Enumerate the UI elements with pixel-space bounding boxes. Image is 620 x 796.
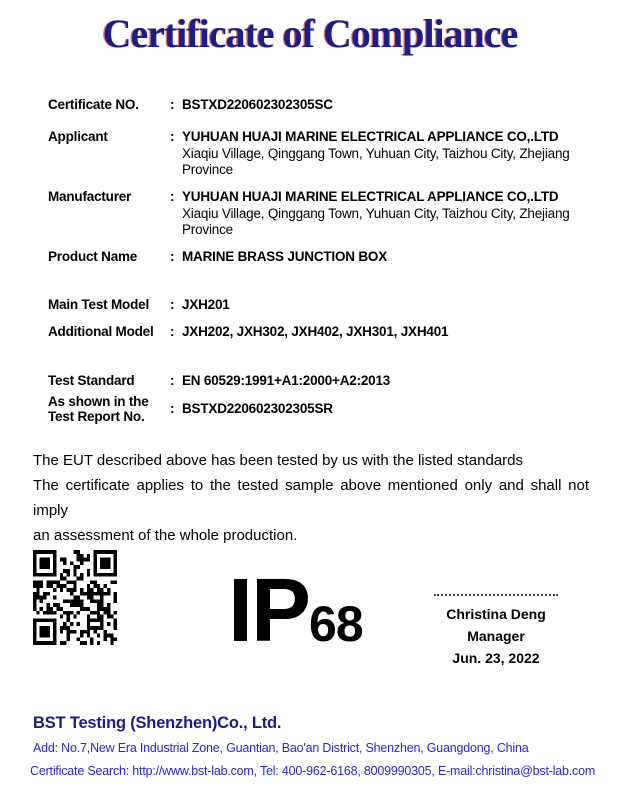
- field-label: As shown in the Test Report No.: [48, 394, 149, 424]
- website-link[interactable]: http://www.bst-lab.com: [132, 764, 254, 778]
- page-title: Certificate of Compliance: [102, 11, 518, 56]
- statement-line: The EUT described above has been tested by us with the listed standards: [33, 452, 524, 469]
- ip68-rating: [228, 561, 363, 661]
- field-row: [0, 323, 620, 341]
- field-row: [0, 372, 620, 390]
- field-value: JXH201: [182, 297, 230, 312]
- ip-rating-suffix: 68: [309, 596, 363, 652]
- statement-line: The certificate applies to the tested sample above mentioned only and shall not imply: [33, 477, 589, 519]
- field-value: EN 60529:1991+A1:2000+A2:2013: [182, 373, 391, 388]
- field-label: Main Test Model: [48, 297, 150, 312]
- field-address-line: Xiaqiu Village, Qinggang Town, Yuhuan City, Taizhou City, Zhejiang: [182, 206, 570, 221]
- field-colon: :: [170, 401, 175, 416]
- field-label: Applicant: [48, 129, 108, 144]
- field-value-group: [182, 128, 582, 178]
- statement-line: an assessment of the whole production.: [33, 527, 298, 544]
- field-address-line: Province: [182, 222, 233, 237]
- field-value: BSTXD220602302305SC: [182, 97, 333, 112]
- field-colon: :: [170, 129, 175, 144]
- field-label: Manufacturer: [48, 189, 132, 204]
- ip-rating-prefix: IP: [228, 561, 310, 661]
- certificate-search-label: Certificate Search:: [30, 764, 133, 778]
- signatory-role: Manager: [467, 628, 525, 644]
- signature-date: Jun. 23, 2022: [452, 650, 540, 666]
- field-label: Certificate NO.: [48, 97, 139, 112]
- field-row: [0, 394, 620, 424]
- footer-certificate-search: [30, 764, 595, 778]
- field-address-line: Province: [182, 162, 233, 177]
- field-colon: :: [170, 249, 175, 264]
- signatory-name: Christina Deng: [446, 606, 546, 622]
- field-value-group: [182, 248, 582, 266]
- field-value-group: [182, 188, 582, 238]
- field-colon: :: [170, 324, 175, 339]
- field-value-group: [182, 296, 582, 314]
- field-colon: :: [170, 297, 175, 312]
- field-row: [0, 96, 620, 114]
- field-label: Additional Model: [48, 324, 154, 339]
- field-row: [0, 188, 620, 238]
- field-value-group: [182, 323, 582, 341]
- field-label: Product Name: [48, 249, 138, 264]
- field-value-group: [182, 96, 582, 114]
- fields-section: [0, 96, 620, 424]
- field-value: JXH202, JXH302, JXH402, JXH301, JXH401: [182, 324, 449, 339]
- field-value: YUHUAN HUAJI MARINE ELECTRICAL APPLIANCE CO,.LTD: [182, 189, 559, 204]
- field-value: BSTXD220602302305SR: [182, 401, 333, 416]
- footer-contact-info: , Tel: 400-962-6168, 8009990305, E-mail:christina@bst-lab.com: [253, 764, 596, 778]
- field-colon: :: [170, 189, 175, 204]
- field-row: [0, 128, 620, 178]
- field-colon: :: [170, 97, 175, 112]
- field-value: MARINE BRASS JUNCTION BOX: [182, 249, 388, 264]
- footer-address: Add: No.7,New Era Industrial Zone, Guantian, Bao'an District, Shenzhen, Guangdong, China: [33, 741, 529, 755]
- field-value: YUHUAN HUAJI MARINE ELECTRICAL APPLIANCE CO,.LTD: [182, 129, 559, 144]
- field-value-group: [182, 400, 582, 418]
- footer-company-name: BST Testing (Shenzhen)Co., Ltd.: [33, 714, 282, 732]
- field-colon: :: [170, 373, 175, 388]
- field-address-line: Xiaqiu Village, Qinggang Town, Yuhuan City, Taizhou City, Zhejiang: [182, 146, 570, 161]
- qr-code-icon: [33, 550, 117, 645]
- field-label: Test Standard: [48, 373, 135, 388]
- field-row: [0, 296, 620, 314]
- field-row: [0, 248, 620, 266]
- field-value-group: [182, 372, 582, 390]
- signature-dotted-line: [434, 594, 558, 596]
- statement-paragraph: [33, 448, 589, 548]
- signature-block: [433, 594, 559, 669]
